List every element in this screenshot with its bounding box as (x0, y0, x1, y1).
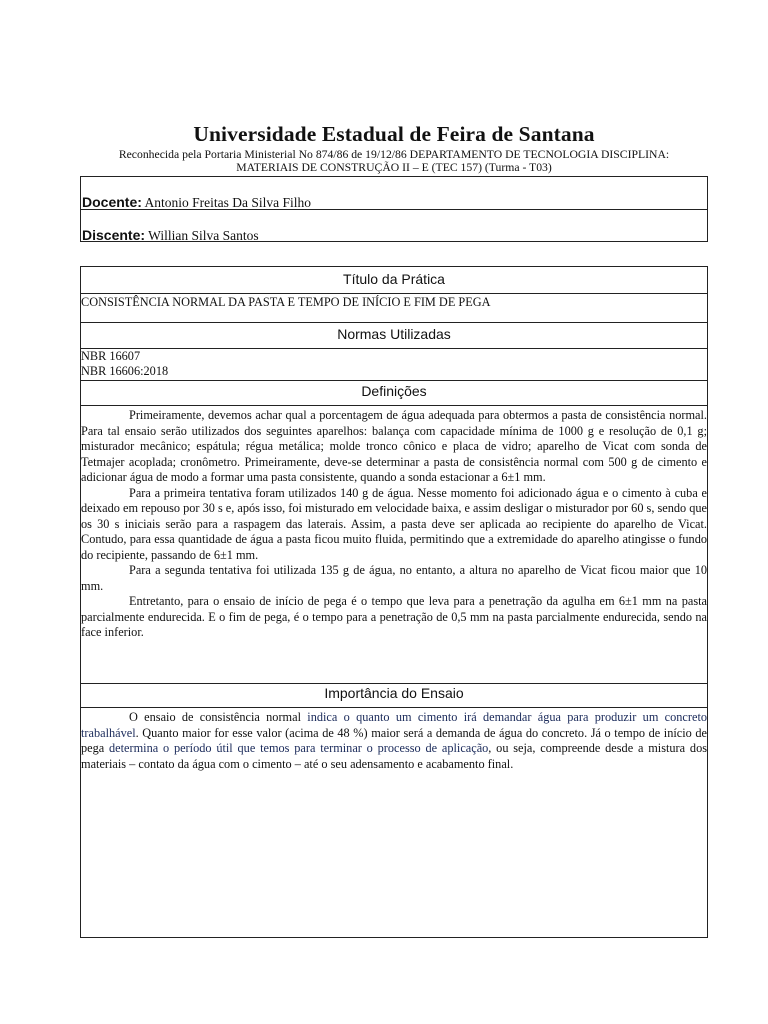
discente-label: Discente: (82, 227, 146, 243)
importancia-text: O ensaio de consistência normal (129, 710, 308, 724)
university-title: Universidade Estadual de Feira de Santana (193, 122, 595, 146)
titulo-text: CONSISTÊNCIA NORMAL DA PASTA E TEMPO DE INÍCIO E FIM DE PEGA (81, 295, 491, 309)
titulo-body (81, 294, 707, 323)
importancia-body (81, 708, 707, 936)
importancia-highlight: determina o período útil que temos para terminar o processo de aplicação (109, 741, 489, 755)
definicoes-heading: Definições (81, 381, 707, 406)
header-subtitle-line1: Reconhecida pela Portaria Ministerial No 874/86 de 19/12/86 DEPARTAMENTO DE TECNOLOGIA DISCIPLINA: (118, 148, 670, 161)
definicoes-body (81, 406, 707, 684)
header-subtitle-line2: MATERIAIS DE CONSTRUÇÃO II – E (TEC 157) (Turma - T03) (236, 161, 552, 174)
people-box (80, 176, 708, 242)
docente-name: Antonio Freitas Da Silva Filho (144, 195, 312, 210)
norma-item: NBR 16607 (81, 349, 141, 363)
definicoes-paragraph: Entretanto, para o ensaio de início de pega é o tempo que leva para a penetração da agulha em 6±1 mm na pasta parcialmente endurecida. E o fim de pega, é o tempo para a penetração de 0,5 mm na pasta parcialmente endurecida, sendo na face inferior. (81, 594, 707, 639)
normas-heading: Normas Utilizadas (81, 323, 707, 349)
practice-table (80, 266, 708, 938)
importancia-text: . Quanto maior for esse valor (acima de 48 %) maior será a demanda de água do concreto. Já o tempo de início de pega (81, 725, 707, 755)
discente-name: Willian Silva Santos (148, 228, 259, 243)
importancia-heading: Importância do Ensaio (81, 684, 707, 708)
importancia-text: , ou seja, compreende desde a mistura dos materiais – contato da água com o cimento – até o seu adensamento e acabamento final. (81, 741, 708, 771)
definicoes-paragraph: Para a segunda tentativa foi utilizada 135 g de água, no entanto, a altura no aparelho de Vicat ficou maior que 10 mm. (81, 563, 707, 593)
discente-row (81, 210, 707, 243)
normas-body (81, 349, 707, 381)
definicoes-paragraph: Para a primeira tentativa foram utilizados 140 g de água. Nesse momento foi adicionado água e o cimento à cuba e deixado em repouso por 30 s e, após isso, foi misturado em velocidade baixa, e assim desligar o misturador por 60 s, sendo que os 30 s iniciais serão para a raspagem das laterais. Assim, a pasta deve ser aplicada ao recipiente do aparelho de Vicat. Contudo, para essa quantidade de água a pasta ficou muito fluida, permitindo que a extremidade do aparelho atingisse o fundo do recipiente, passando de 6±1 mm. (81, 485, 707, 562)
docente-label: Docente: (82, 194, 142, 210)
definicoes-paragraph: Primeiramente, devemos achar qual a porcentagem de água adequada para obtermos a pasta de consistência normal. Para tal ensaio serão utilizados dos seguintes aparelhos: balança com capacidade mínima de 1000 g e resolução de 0,1 g; misturador mecânico; espátula; régua metálica; molde tronco cônico e placa de vidro; aparelho de Vicat com sonda de Tetmajer acoplada; cronômetro. Primeiramente, deve-se determinar a pasta de consistência normal com 500 g de cimento e adicionar água de modo a formar uma pasta consistente, quando a sonda estacionar a 6±1 mm. (81, 408, 707, 484)
importancia-paragraph (81, 710, 707, 772)
importancia-highlight: indica o quanto um cimento irá demandar água para produzir um concreto trabalhável (81, 710, 708, 740)
docente-row (81, 177, 707, 210)
document-header (80, 122, 708, 174)
titulo-heading: Título da Prática (81, 267, 707, 294)
norma-item: NBR 16606:2018 (81, 364, 169, 378)
